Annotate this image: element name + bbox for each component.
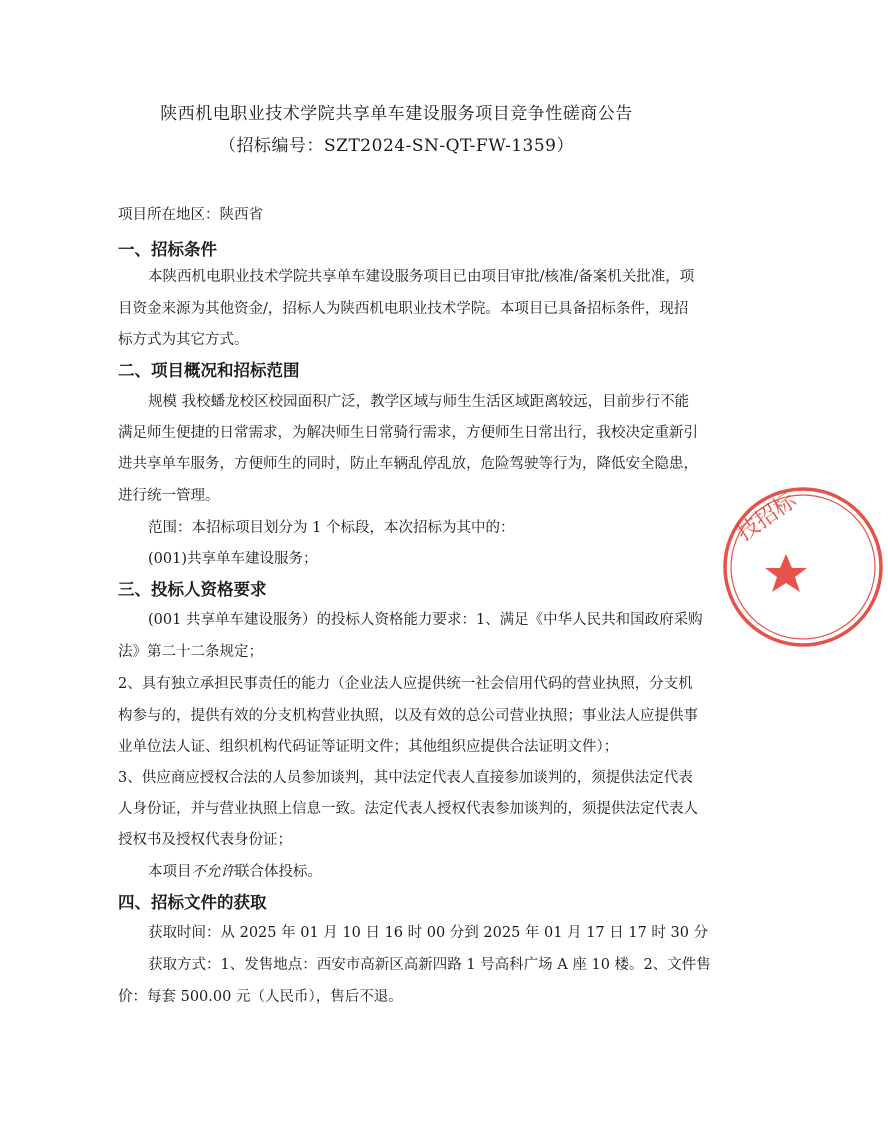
consortium-prefix: 本项目	[148, 864, 192, 880]
paragraph-line: 构参与的，提供有效的分支机构营业执照，以及有效的总公司营业执照；事业法人应提供事	[118, 708, 698, 724]
paragraph-line: 法》第二十二条规定；	[118, 644, 263, 660]
paragraph-line: 授权书及授权代表身份证；	[118, 832, 292, 848]
seal-star-icon	[765, 554, 807, 592]
paragraph-line: 范围：本招标项目划分为 1 个标段，本次招标为其中的：	[148, 520, 515, 536]
document-subtitle: （招标编号：SZT2024-SN-QT-FW-1359）	[219, 136, 574, 156]
paragraph-line: (001 共享单车建设服务）的投标人资格能力要求：1、满足《中华人民共和国政府采购	[148, 612, 703, 628]
paragraph-line: 价：每套 500.00 元（人民币），售后不退。	[118, 989, 403, 1005]
document-title: 陕西机电职业技术学院共享单车建设服务项目竞争性磋商公告	[160, 104, 633, 124]
section-1-heading: 一、招标条件	[118, 240, 217, 259]
paragraph-line: 目资金来源为其他资金/，招标人为陕西机电职业技术学院。本项目已具备招标条件，现招	[118, 301, 689, 317]
consortium-suffix: 联合体投标。	[235, 864, 322, 880]
paragraph-line: 获取方式：1、发售地点：西安市高新区高新四路 1 号高科广场 A 座 10 楼。2、文件售	[148, 957, 711, 973]
project-region: 项目所在地区：陕西省	[118, 207, 263, 223]
official-seal	[718, 482, 888, 652]
section-2-heading: 二、项目概况和招标范围	[118, 361, 300, 380]
paragraph-line: 业单位法人证、组织机构代码证等证明文件；其他组织应提供合法证明文件）；	[118, 739, 619, 755]
paragraph-line: (001)共享单车建设服务；	[148, 551, 318, 567]
paragraph-line: 人身份证，并与营业执照上信息一致。法定代表人授权代表参加谈判的，须提供法定代表人	[118, 801, 698, 817]
section-4-heading: 四、招标文件的获取	[118, 893, 267, 912]
acquisition-time: 获取时间：从 2025 年 01 月 10 日 16 时 00 分到 2025 年 01 月 17 日 17 时 30 分	[148, 925, 709, 941]
paragraph-line: 3、供应商应授权合法的人员参加谈判，其中法定代表人直接参加谈判的，须提供法定代表	[118, 770, 693, 786]
section-3-heading: 三、投标人资格要求	[118, 580, 267, 599]
paragraph-line: 满足师生便捷的日常需求，为解决师生日常骑行需求，方便师生日常出行，我校决定重新引	[118, 425, 698, 441]
paragraph-line: 本陕西机电职业技术学院共享单车建设服务项目已由项目审批/核准/备案机关批准，项	[148, 269, 695, 285]
consortium-emphasis: 不允许	[191, 864, 235, 880]
paragraph-line: 标方式为其它方式。	[118, 332, 249, 348]
seal-text: 技招标	[732, 488, 802, 547]
paragraph-line: 2、具有独立承担民事责任的能力（企业法人应提供统一社会信用代码的营业执照，分支机	[118, 676, 693, 692]
paragraph-line: 规模 我校蟠龙校区校园面积广泛，教学区域与师生生活区域距离较远，目前步行不能	[148, 394, 690, 410]
paragraph-line: 进行统一管理。	[118, 488, 220, 504]
paragraph-line: 进共享单车服务，方便师生的同时，防止车辆乱停乱放，危险驾驶等行为，降低安全隐患，	[118, 456, 698, 472]
consortium-note	[148, 860, 690, 881]
